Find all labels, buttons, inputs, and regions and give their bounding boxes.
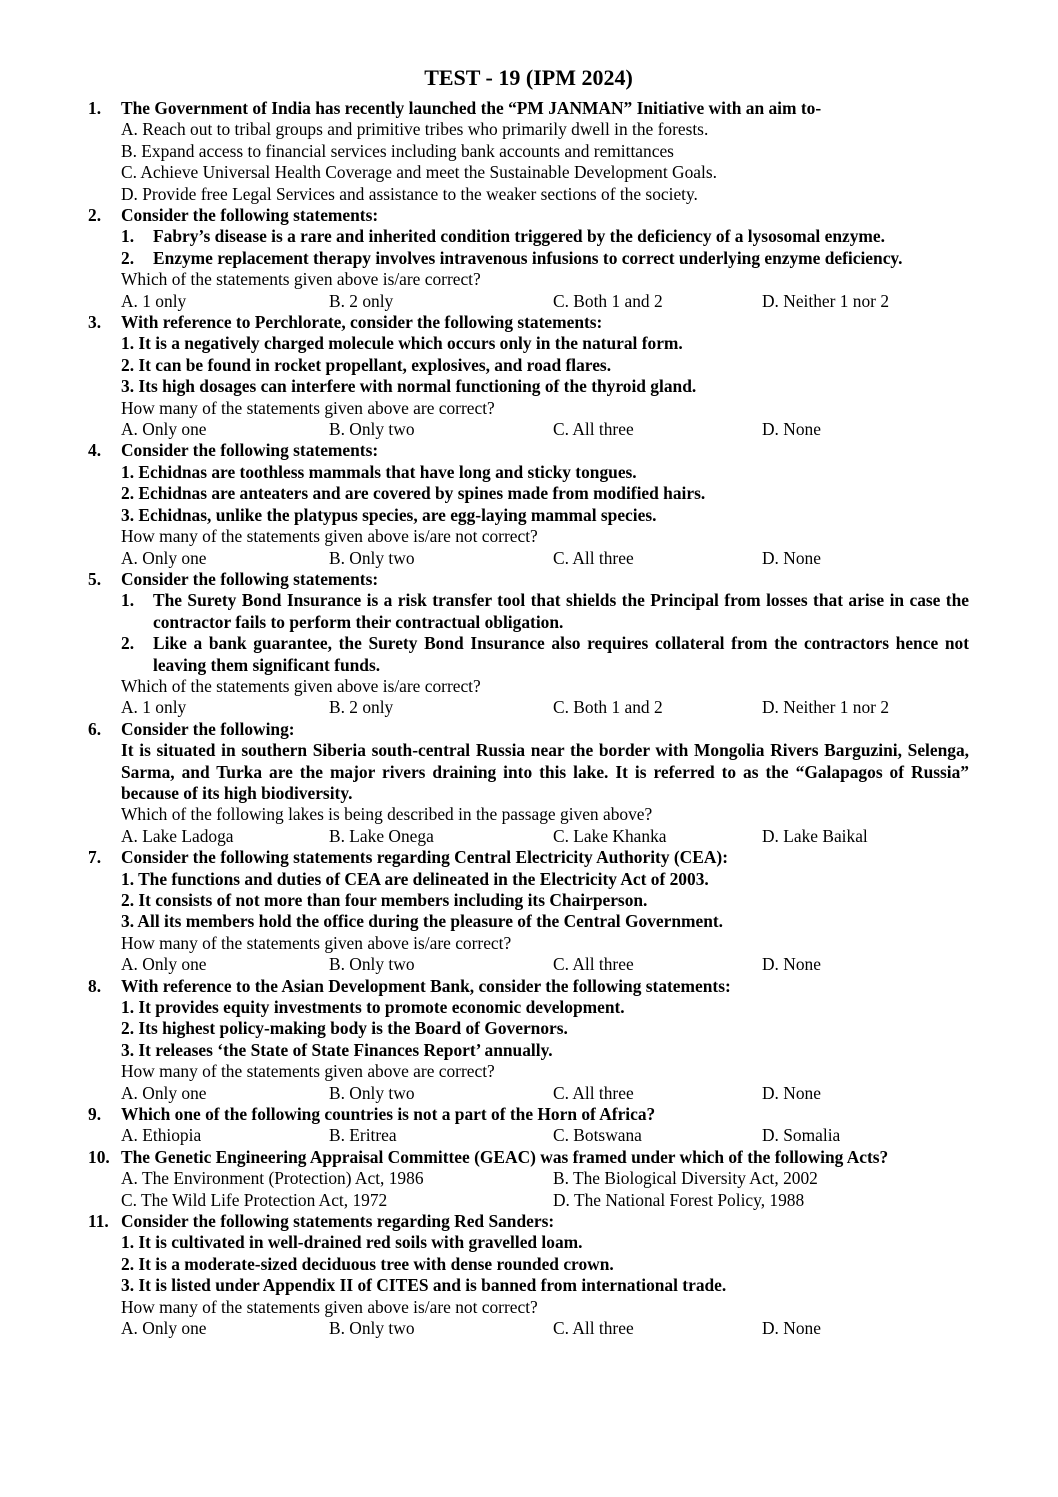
- statement: 2. Echidnas are anteaters and are covered by spines made from modified hairs.: [121, 483, 706, 504]
- option-c: C. All three: [553, 419, 634, 440]
- statement: [121, 633, 969, 676]
- question-stem: Consider the following statements:: [121, 568, 379, 589]
- answer-options-row: [121, 1190, 969, 1211]
- statement: [121, 226, 969, 247]
- question-prompt: How many of the statements given above is/are not correct?: [121, 526, 538, 547]
- option-c: C. All three: [553, 954, 634, 975]
- question-stem: Consider the following statements regarding Red Sanders:: [121, 1210, 555, 1231]
- statement: 3. Echidnas, unlike the platypus species, are egg-laying mammal species.: [121, 504, 657, 525]
- question-7: [88, 847, 969, 975]
- option-b: B. Only two: [329, 954, 415, 975]
- option-d: D. Neither 1 nor 2: [762, 290, 890, 311]
- option-d: D. None: [762, 547, 821, 568]
- option-b: B. 2 only: [329, 697, 394, 718]
- answer-options: [121, 291, 969, 312]
- question-number: 4.: [88, 440, 102, 461]
- option-c: C. Both 1 and 2: [553, 290, 663, 311]
- question-number: 5.: [88, 568, 102, 589]
- question-stem: With reference to the Asian Development Bank, consider the following statements:: [121, 975, 731, 996]
- question-prompt: Which of the statements given above is/are correct?: [121, 675, 481, 696]
- question-5: [88, 569, 969, 719]
- statement-number: 1.: [121, 590, 135, 611]
- statement: 2. It can be found in rocket propellant, explosives, and road flares.: [121, 354, 612, 375]
- answer-options-row: [121, 1168, 969, 1189]
- question-prompt: How many of the statements given above is/are correct?: [121, 932, 512, 953]
- question-number: 10.: [88, 1146, 110, 1167]
- option-a: A. The Environment (Protection) Act, 1986: [121, 1168, 424, 1189]
- question-stem: With reference to Perchlorate, consider the following statements:: [121, 312, 603, 333]
- question-number: 11.: [88, 1210, 109, 1231]
- statement: [121, 590, 969, 633]
- statement-number: 2.: [121, 633, 135, 654]
- option-a: A. 1 only: [121, 697, 187, 718]
- statement-number: 2.: [121, 247, 135, 268]
- answer-options: [121, 1125, 969, 1146]
- statement-text: Enzyme replacement therapy involves intravenous infusions to correct underlying enzyme deficiency.: [153, 247, 903, 268]
- option-c: C. Lake Khanka: [553, 825, 667, 846]
- statement-number: 1.: [121, 226, 135, 247]
- statement: [121, 248, 969, 269]
- question-prompt: Which of the following lakes is being described in the passage given above?: [121, 804, 653, 825]
- option-c: C. All three: [553, 1082, 634, 1103]
- statement: 2. Its highest policy-making body is the Board of Governors.: [121, 1018, 568, 1039]
- question-prompt: How many of the statements given above are correct?: [121, 397, 495, 418]
- question-stem: Consider the following statements regarding Central Electricity Authority (CEA):: [121, 847, 728, 868]
- statement: 1. It provides equity investments to promote economic development.: [121, 996, 625, 1017]
- option-line: A. Reach out to tribal groups and primitive tribes who primarily dwell in the forests.: [121, 119, 709, 140]
- question-number: 9.: [88, 1103, 102, 1124]
- option-line: D. Provide free Legal Services and assistance to the weaker sections of the society.: [121, 183, 698, 204]
- question-9: [88, 1104, 969, 1147]
- statement: 3. It is listed under Appendix II of CITES and is banned from international trade.: [121, 1275, 727, 1296]
- statement: 3. All its members hold the office during the pleasure of the Central Government.: [121, 911, 724, 932]
- statement: 1. It is cultivated in well-drained red soils with gravelled loam.: [121, 1232, 583, 1253]
- question-number: 8.: [88, 975, 102, 996]
- question-2: [88, 205, 969, 312]
- question-10: [88, 1147, 969, 1211]
- question-passage: It is situated in southern Siberia south-central Russia near the border with Mongolia Rivers Barguzini, Selenga, Sarma, and Turka are the major rivers draining into this lake. It is referred to as the “Galapagos of Russia” because of its high biodiversity.: [121, 740, 969, 803]
- statement: 1. The functions and duties of CEA are delineated in the Electricity Act of 2003.: [121, 868, 709, 889]
- question-number: 7.: [88, 847, 102, 868]
- statement-text: Like a bank guarantee, the Surety Bond Insurance also requires collateral from the contractors hence not leaving them significant funds.: [153, 633, 969, 675]
- option-d: D. Somalia: [762, 1125, 841, 1146]
- question-stem: The Government of India has recently launched the “PM JANMAN” Initiative with an aim to-: [121, 98, 822, 118]
- question-number: 2.: [88, 205, 102, 226]
- question-8: [88, 976, 969, 1104]
- option-b: B. Lake Onega: [329, 825, 434, 846]
- question-number: 1.: [88, 98, 102, 118]
- statement: 3. Its high dosages can interfere with normal functioning of the thyroid gland.: [121, 376, 697, 397]
- question-stem: Consider the following:: [121, 718, 295, 739]
- option-line: C. Achieve Universal Health Coverage and meet the Sustainable Development Goals.: [121, 162, 717, 183]
- question-stem: Consider the following statements:: [121, 440, 379, 461]
- option-b: B. Only two: [329, 1082, 415, 1103]
- question-6: [88, 719, 969, 847]
- option-c: C. Both 1 and 2: [553, 697, 663, 718]
- option-d: D. None: [762, 954, 821, 975]
- question-prompt: How many of the statements given above is/are not correct?: [121, 1296, 538, 1317]
- option-d: D. Lake Baikal: [762, 825, 868, 846]
- option-d: D. None: [762, 419, 821, 440]
- option-c: C. All three: [553, 547, 634, 568]
- question-3: [88, 312, 969, 440]
- option-b: B. Only two: [329, 1318, 415, 1338]
- option-b: B. The Biological Diversity Act, 2002: [553, 1168, 818, 1189]
- answer-options: [121, 697, 969, 718]
- option-d: D. None: [762, 1082, 821, 1103]
- question-4: [88, 440, 969, 568]
- option-a: A. Ethiopia: [121, 1125, 202, 1146]
- statement-text: The Surety Bond Insurance is a risk transfer tool that shields the Principal from losses that arise in case the contractor fails to perform their contractual obligation.: [153, 590, 969, 632]
- question-1: [88, 98, 969, 205]
- option-b: B. Only two: [329, 419, 415, 440]
- statement: 3. It releases ‘the State of State Finances Report’ annually.: [121, 1039, 553, 1060]
- option-a: A. Only one: [121, 419, 207, 440]
- question-prompt: How many of the statements given above are correct?: [121, 1061, 495, 1082]
- answer-options: [121, 548, 969, 569]
- question-stem: Which one of the following countries is not a part of the Horn of Africa?: [121, 1103, 656, 1124]
- answer-options: [121, 1318, 969, 1339]
- question-stem: The Genetic Engineering Appraisal Committee (GEAC) was framed under which of the following Acts?: [121, 1146, 889, 1167]
- statement: 2. It is a moderate-sized deciduous tree with dense rounded crown.: [121, 1253, 614, 1274]
- option-b: B. 2 only: [329, 290, 394, 311]
- statement: 2. It consists of not more than four members including its Chairperson.: [121, 889, 648, 910]
- option-line: B. Expand access to financial services including bank accounts and remittances: [121, 140, 674, 161]
- option-c: C. All three: [553, 1318, 634, 1338]
- statement: 1. Echidnas are toothless mammals that have long and sticky tongues.: [121, 461, 637, 482]
- option-a: A. Only one: [121, 1082, 207, 1103]
- option-d: D. The National Forest Policy, 1988: [553, 1189, 805, 1210]
- option-c: C. The Wild Life Protection Act, 1972: [121, 1189, 388, 1210]
- option-a: A. Only one: [121, 1318, 207, 1338]
- answer-options: [121, 1083, 969, 1104]
- answer-options: [121, 419, 969, 440]
- page-title: TEST - 19 (IPM 2024): [424, 65, 633, 90]
- option-a: A. Only one: [121, 954, 207, 975]
- answer-options: [121, 954, 969, 975]
- question-11: [88, 1211, 969, 1339]
- option-c: C. Botswana: [553, 1125, 642, 1146]
- question-number: 6.: [88, 718, 102, 739]
- option-b: B. Only two: [329, 547, 415, 568]
- statement-text: Fabry’s disease is a rare and inherited condition triggered by the deficiency of a lysosomal enzyme.: [153, 226, 885, 247]
- question-stem: Consider the following statements:: [121, 205, 379, 226]
- option-b: B. Eritrea: [329, 1125, 397, 1146]
- question-number: 3.: [88, 312, 102, 333]
- option-a: A. Lake Ladoga: [121, 825, 234, 846]
- option-a: A. Only one: [121, 547, 207, 568]
- answer-options: [121, 826, 969, 847]
- option-a: A. 1 only: [121, 290, 187, 311]
- option-d: D. Neither 1 nor 2: [762, 697, 890, 718]
- statement: 1. It is a negatively charged molecule which occurs only in the natural form.: [121, 333, 683, 354]
- question-prompt: Which of the statements given above is/are correct?: [121, 269, 481, 290]
- option-d: D. None: [762, 1318, 821, 1338]
